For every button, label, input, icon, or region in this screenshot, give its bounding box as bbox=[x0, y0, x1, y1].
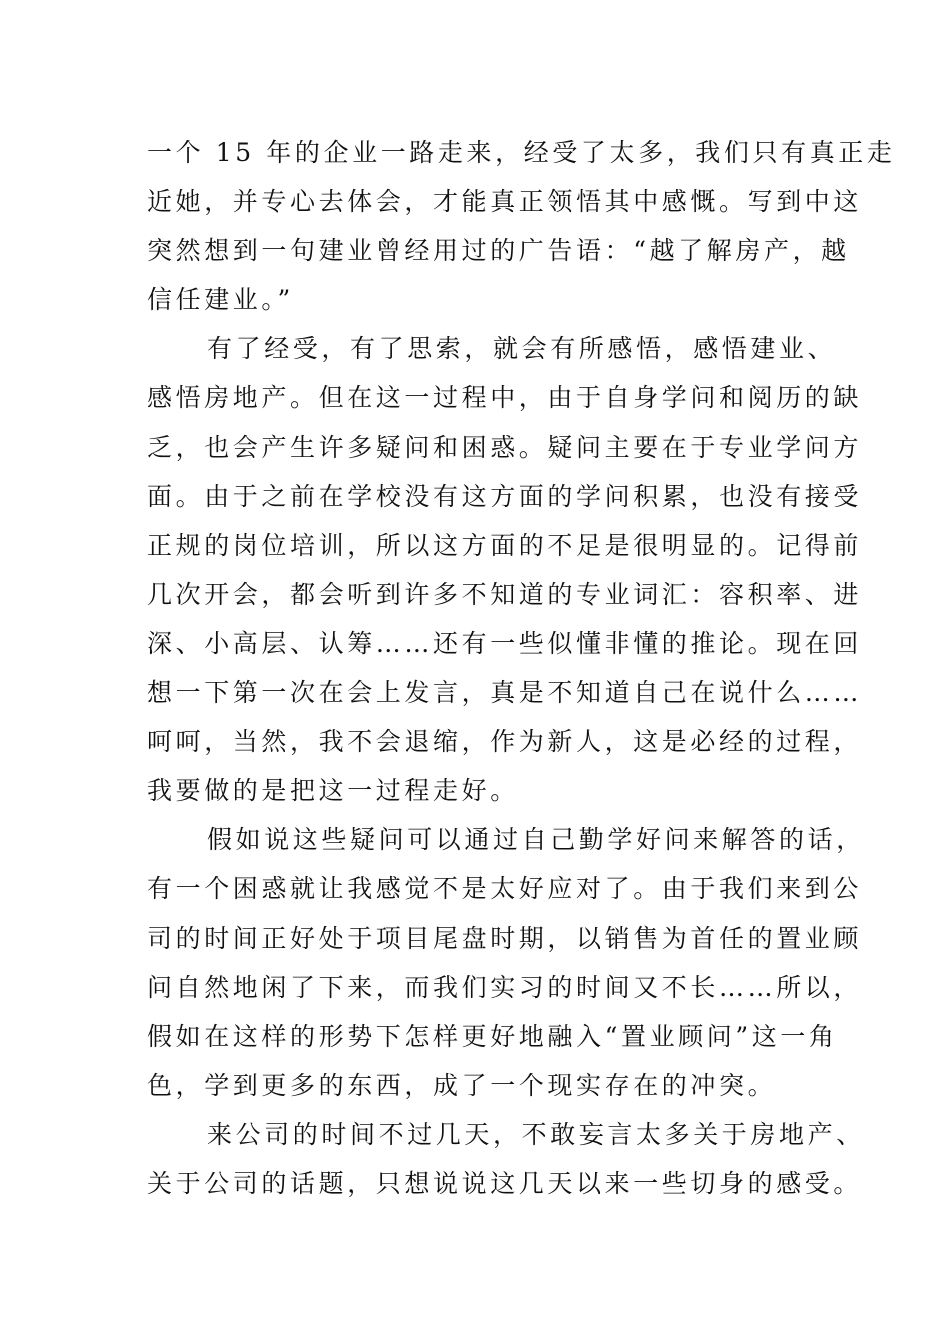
text-line: 一个 15 年的企业一路走来，经受了太多，我们只有真正走 bbox=[147, 138, 896, 167]
text-line: 乏，也会产生许多疑问和困惑。疑问主要在于专业学问方 bbox=[147, 432, 863, 462]
text-line: 面。由于之前在学校没有这方面的学问积累，也没有接受 bbox=[147, 481, 863, 511]
text-line: 几次开会，都会听到许多不知道的专业词汇：容积率、进 bbox=[147, 579, 863, 609]
paragraph-1 bbox=[147, 128, 896, 324]
paragraph-3 bbox=[147, 815, 865, 1110]
text-line: 来公司的时间不过几天，不敢妄言太多关于房地产、 bbox=[207, 1119, 865, 1149]
text-line: 呵呵，当然，我不会退缩，作为新人，这是必经的过程， bbox=[147, 727, 863, 757]
text-line: 感悟房地产。但在这一过程中，由于自身学问和阅历的缺 bbox=[147, 383, 863, 413]
text-line: 关于公司的话题，只想说说这几天以来一些切身的感受。 bbox=[147, 1168, 863, 1198]
text-line: 近她，并专心去体会，才能真正领悟其中感慨。写到中这 bbox=[147, 187, 863, 217]
text-line: 正规的岗位培训，所以这方面的不足是很明显的。记得前 bbox=[147, 530, 863, 560]
text-line: 色，学到更多的东西，成了一个现实存在的冲突。 bbox=[147, 1070, 777, 1100]
text-line: 信任建业。” bbox=[147, 285, 294, 315]
text-line: 我要做的是把这一过程走好。 bbox=[147, 776, 519, 806]
text-line: 有一个困惑就让我感觉不是太好应对了。由于我们来到公 bbox=[147, 874, 863, 904]
text-line: 司的时间正好处于项目尾盘时期，以销售为首任的置业顾 bbox=[147, 923, 863, 953]
paragraph-2 bbox=[147, 324, 863, 815]
text-line: 深、小高层、认筹……还有一些似懂非懂的推论。现在回 bbox=[147, 628, 863, 658]
text-line: 有了经受，有了思索，就会有所感悟，感悟建业、 bbox=[207, 334, 837, 364]
body-text bbox=[147, 128, 896, 1208]
paragraph-4 bbox=[147, 1110, 865, 1208]
text-line: 假如在这样的形势下怎样更好地融入“置业顾问”这一角 bbox=[147, 1021, 838, 1051]
text-line: 突然想到一句建业曾经用过的广告语：“越了解房产，越 bbox=[147, 236, 850, 266]
text-line: 假如说这些疑问可以通过自己勤学好问来解答的话， bbox=[207, 825, 865, 855]
text-line: 想一下第一次在会上发言，真是不知道自己在说什么…… bbox=[147, 678, 863, 708]
text-line: 问自然地闲了下来，而我们实习的时间又不长……所以， bbox=[147, 972, 863, 1002]
